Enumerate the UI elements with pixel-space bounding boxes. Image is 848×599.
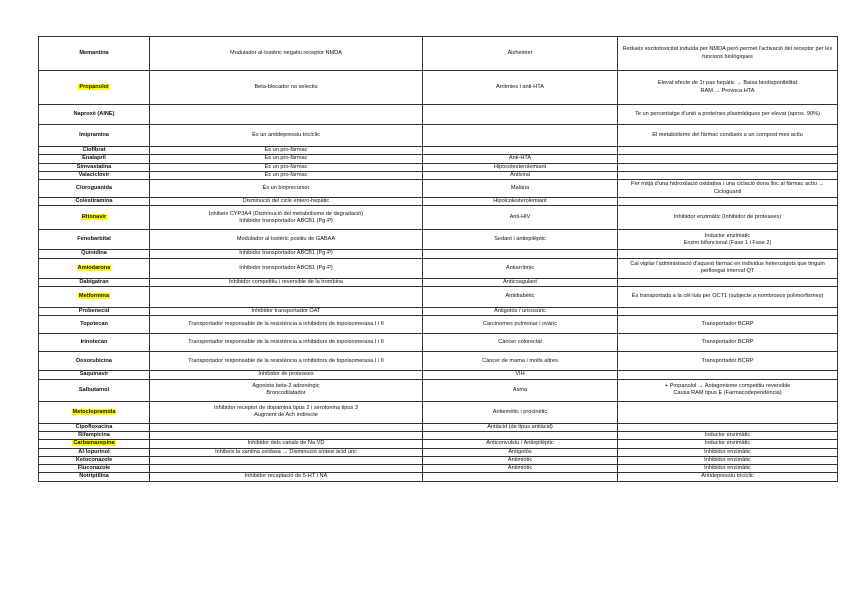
mechanism-cell (150, 71, 423, 105)
indication-text: Antimiòtic (507, 465, 533, 472)
drug-name: Memantina (79, 49, 109, 56)
drug-name: Naproxè (AINE) (73, 110, 115, 117)
mechanism-text: Inhibidor de proteases (258, 371, 314, 378)
notes-text: Inductor enzimàtic (704, 440, 751, 447)
drug-name: Quinidina (81, 250, 107, 257)
indication-text: Antiviral (510, 171, 530, 178)
notes-text: Transportador BCRP (701, 321, 754, 328)
drug-name-cell (39, 125, 150, 147)
table-row (39, 206, 838, 230)
notes-text: Antidepressiu tricíclic (701, 473, 754, 480)
notes-text: Inductor enzimàtic (704, 431, 751, 438)
indication-cell (423, 423, 618, 431)
mechanism-cell (150, 287, 423, 308)
drug-name-cell (39, 352, 150, 371)
drug-name-cell (39, 379, 150, 401)
notes-cell (618, 230, 838, 250)
drug-name: Colestiramina (75, 198, 113, 205)
drug-name-cell (39, 473, 150, 481)
notes-cell (618, 71, 838, 105)
drug-name: Al·lopurinol (78, 448, 110, 455)
indication-cell (423, 352, 618, 371)
indication-cell (423, 371, 618, 379)
notes-text: El metabolisme del fàrmac condueix a un compost mes actiu (652, 131, 803, 138)
notes-cell (618, 163, 838, 171)
drug-name-cell (39, 37, 150, 71)
indication-cell (423, 258, 618, 278)
mechanism-cell (150, 371, 423, 379)
indication-cell (423, 278, 618, 286)
indication-text: Antiarrítmic (505, 264, 535, 271)
mechanism-cell (150, 105, 423, 125)
drug-name-cell (39, 423, 150, 431)
notes-cell (618, 171, 838, 179)
table-row (39, 423, 838, 431)
mechanism-text: És un pro-fàrmac (264, 163, 308, 170)
indication-text: VIH (515, 371, 525, 378)
drug-name: Amiodarona (77, 264, 111, 271)
indication-cell (423, 440, 618, 448)
indication-cell (423, 379, 618, 401)
drug-name: Dabigatran (79, 278, 109, 285)
notes-cell (618, 465, 838, 473)
notes-text: Inductor enzimàtic Enzim bifuncional (Fase 1 i Fase 2) (683, 232, 772, 246)
notes-cell (618, 448, 838, 456)
mechanism-cell (150, 308, 423, 316)
notes-cell (618, 371, 838, 379)
drug-name-cell (39, 171, 150, 179)
drug-name: Metoclopramida (72, 408, 116, 415)
notes-text: Te un percentatge d'unió a proteïnes plasmàtiques per elevat (aprox. 90%) (635, 110, 820, 117)
drug-name-cell (39, 401, 150, 423)
drug-name: Valaciclovir (78, 171, 110, 178)
drug-name: Cloroguanida (75, 185, 113, 192)
drug-name-cell (39, 258, 150, 278)
indication-cell (423, 125, 618, 147)
drug-name-cell (39, 465, 150, 473)
indication-text: Antigotós / uricosúric (494, 308, 546, 315)
mechanism-cell (150, 258, 423, 278)
notes-cell (618, 147, 838, 155)
mechanism-cell (150, 206, 423, 230)
notes-cell (618, 250, 838, 258)
drug-name: Propanolol (79, 83, 109, 90)
mechanism-cell (150, 163, 423, 171)
table-row (39, 147, 838, 155)
drug-name-cell (39, 308, 150, 316)
table-row (39, 465, 838, 473)
indication-cell (423, 37, 618, 71)
mechanism-cell (150, 171, 423, 179)
mechanism-text: Inhibidor transportador ABCB1 (Pg-P) (239, 264, 333, 271)
notes-cell (618, 401, 838, 423)
mechanism-cell (150, 465, 423, 473)
drug-name-cell (39, 198, 150, 206)
notes-cell (618, 287, 838, 308)
notes-text: Elevat efecte de 1r pas hepàtic → Baixa biodisponibilitat RAM → Provoca HTA (657, 80, 798, 94)
drug-name-cell (39, 278, 150, 286)
drug-name-cell (39, 448, 150, 456)
mechanism-text: És un pro-fàrmac (264, 155, 308, 162)
mechanism-text: Agonista beta-2 adrenèrgic Broncodilatador (252, 382, 320, 397)
mechanism-cell (150, 180, 423, 198)
table-row (39, 401, 838, 423)
notes-cell (618, 308, 838, 316)
mechanism-text: És un pro-fàrmac (264, 171, 308, 178)
mechanism-text: És un bioprecursor (262, 185, 310, 192)
mechanism-text: Inhibeix la xantina oxidasa → Disminució síntesi àcid úric (215, 448, 357, 455)
indication-text: Carcinomes pulmonar i ovàric (483, 321, 557, 328)
drug-name: Irinotecan (80, 339, 108, 346)
drug-name: Topotecan (80, 321, 108, 328)
mechanism-text: És un antidepressiu tricíclic (252, 131, 320, 138)
mechanism-text: Inhibeix CYP3A4 (Disminució del metabolisme de degradació) Inhibidor transportador ABCB1 (Pg-P) (208, 210, 364, 224)
mechanism-cell (150, 278, 423, 286)
indication-cell (423, 316, 618, 334)
mechanism-text: Inhibidor transportador OAT (251, 308, 321, 315)
table-row (39, 258, 838, 278)
table-row (39, 230, 838, 250)
mechanism-text: Inhibidor dels canals de Na VD (247, 440, 325, 447)
table-row (39, 456, 838, 464)
table-row (39, 125, 838, 147)
mechanism-text: Modulador al·lostèric negatiu receptor NMDA (230, 49, 342, 56)
notes-cell (618, 456, 838, 464)
drug-name: Enalapril (82, 155, 106, 162)
indication-cell (423, 105, 618, 125)
notes-cell (618, 431, 838, 439)
notes-cell (618, 334, 838, 352)
indication-text: Antimiòtic (507, 456, 533, 463)
notes-text: Cal vigilar l'administració d'aquest fàrmac en individus heterozigots que tinguin perllongat interval QT (630, 260, 825, 275)
drug-name-cell (39, 147, 150, 155)
indication-cell (423, 171, 618, 179)
drug-name-cell (39, 206, 150, 230)
notes-cell (618, 125, 838, 147)
drug-name: Ketoconazole (75, 456, 113, 463)
mechanism-cell (150, 473, 423, 481)
mechanism-text: Transportador responsable de la resistència a inhibidors de topoisomerasa I i II (188, 357, 384, 364)
indication-cell (423, 230, 618, 250)
notes-cell (618, 258, 838, 278)
mechanism-cell (150, 352, 423, 371)
indication-text: Antiàcid (de tipus antiàcid) (487, 423, 553, 430)
indication-cell (423, 250, 618, 258)
drug-name: Rifampicina (78, 431, 110, 438)
table-row (39, 448, 838, 456)
indication-cell (423, 206, 618, 230)
indication-text: Càncer colorectal (498, 339, 542, 346)
drug-name: Cipofloxacina (75, 423, 113, 430)
mechanism-text: Beta-blocador no selectiu (254, 83, 318, 90)
drug-table-body (39, 37, 838, 482)
drug-name-cell (39, 334, 150, 352)
drug-name: Simvastatina (76, 163, 112, 170)
mechanism-cell (150, 198, 423, 206)
drug-name-cell (39, 230, 150, 250)
indication-text: Antidiabètic (505, 293, 535, 300)
mechanism-text: Disminució del cicle entero-hepàtic (242, 198, 330, 205)
drug-name: Notriptilina (79, 473, 109, 480)
notes-text: Inhibidor enzimàtic (704, 456, 751, 463)
table-row (39, 352, 838, 371)
indication-text: Anticoagulant (503, 278, 537, 285)
drug-name-cell (39, 287, 150, 308)
notes-cell (618, 352, 838, 371)
indication-text: Anticonvulsiu / Antiepilèptic (486, 440, 554, 447)
indication-cell (423, 431, 618, 439)
mechanism-cell (150, 37, 423, 71)
mechanism-cell (150, 423, 423, 431)
table-row (39, 308, 838, 316)
mechanism-cell (150, 147, 423, 155)
drug-name-cell (39, 371, 150, 379)
mechanism-text: Transportador responsable de la resistència a inhibidors de topoisomerasa I i II (188, 339, 384, 346)
indication-cell (423, 308, 618, 316)
drug-table (38, 36, 838, 482)
indication-text: Arritmies i anti-HTA (495, 83, 545, 90)
indication-cell (423, 334, 618, 352)
drug-name: Fluconazole (77, 465, 111, 472)
mechanism-cell (150, 230, 423, 250)
drug-name-cell (39, 431, 150, 439)
table-row (39, 71, 838, 105)
table-row (39, 171, 838, 179)
indication-text: Anti-HIV (509, 214, 531, 221)
notes-text: + Propanolol → Antagonisme competitiu reversible Causa RAM tipus E (Farmacodependència) (664, 382, 791, 397)
drug-name-cell (39, 180, 150, 198)
drug-name-cell (39, 440, 150, 448)
indication-text: Asma (512, 386, 528, 393)
indication-text: Hipolcolesterolemiant (493, 198, 547, 205)
table-row (39, 105, 838, 125)
mechanism-cell (150, 440, 423, 448)
indication-cell (423, 401, 618, 423)
indication-cell (423, 180, 618, 198)
notes-cell (618, 105, 838, 125)
indication-cell (423, 163, 618, 171)
drug-name-cell (39, 71, 150, 105)
notes-text: Transportador BCRP (701, 339, 754, 346)
table-row (39, 371, 838, 379)
table-row (39, 334, 838, 352)
notes-text: Transportador BCRP (701, 357, 754, 364)
drug-name: Clofibrat (82, 147, 106, 153)
mechanism-cell (150, 448, 423, 456)
mechanism-cell (150, 456, 423, 464)
table-row (39, 37, 838, 71)
table-row (39, 198, 838, 206)
drug-name-cell (39, 105, 150, 125)
mechanism-text: Inhibidor competitiu i reversible de la trombina (228, 278, 344, 285)
indication-cell (423, 155, 618, 163)
indication-cell (423, 147, 618, 155)
table-row (39, 473, 838, 481)
mechanism-text: Inhibidor receptor de dopamina tipus 2 i serotonina tipus 3 Augment de Ach indirecte (214, 404, 358, 419)
drug-name: Doxorubicina (76, 357, 112, 364)
indication-cell (423, 198, 618, 206)
mechanism-cell (150, 431, 423, 439)
indication-cell (423, 287, 618, 308)
notes-cell (618, 278, 838, 286)
notes-text: Redueix excitotoxicitat induïda per NMDA però permet l'activació del receptor per les funcions biològiques (622, 46, 833, 60)
indication-text: Hipocolesterolemiant (493, 163, 547, 170)
mechanism-cell (150, 401, 423, 423)
drug-name: Fenobarbital (77, 236, 111, 243)
drug-name-cell (39, 316, 150, 334)
notes-cell (618, 37, 838, 71)
drug-name: Metformina (78, 293, 110, 300)
notes-text: És transportada a la cèl·lula per OCT1 (subjecte a nombrosos polimorfismes) (631, 293, 824, 300)
table-row (39, 250, 838, 258)
indication-text: Alzheimer (507, 49, 533, 56)
notes-cell (618, 316, 838, 334)
table-row (39, 155, 838, 163)
mechanism-text: Transportador responsable de la resistència a inhibidors de topoisomerasa I i II (188, 321, 384, 328)
table-row (39, 440, 838, 448)
notes-cell (618, 473, 838, 481)
notes-cell (618, 206, 838, 230)
drug-name-cell (39, 250, 150, 258)
drug-name: Probenecid (78, 308, 110, 315)
mechanism-cell (150, 250, 423, 258)
indication-cell (423, 465, 618, 473)
mechanism-text: Inhibidor recaptació de 5-HT i NA (244, 473, 328, 480)
notes-text: Inhibidor enzimàtic (704, 465, 751, 472)
table-row (39, 163, 838, 171)
indication-text: Antigotós (508, 448, 532, 455)
mechanism-cell (150, 379, 423, 401)
table-row (39, 287, 838, 308)
notes-cell (618, 440, 838, 448)
drug-name: Saquinavir (79, 371, 109, 378)
drug-name-cell (39, 163, 150, 171)
mechanism-cell (150, 155, 423, 163)
indication-cell (423, 456, 618, 464)
indication-text: Sedant i antiepilèptic (494, 236, 546, 243)
indication-cell (423, 473, 618, 481)
table-row (39, 180, 838, 198)
notes-text: Inhibidor enzimàtic (704, 448, 751, 455)
notes-cell (618, 379, 838, 401)
notes-cell (618, 423, 838, 431)
notes-cell (618, 198, 838, 206)
notes-cell (618, 180, 838, 198)
indication-text: Antiemètic i procinètic (492, 408, 548, 415)
drug-name: Salbutamol (78, 386, 110, 393)
mechanism-text: Inhibidor transportador ABCB1 (Pg-P) (239, 250, 333, 257)
drug-name-cell (39, 155, 150, 163)
indication-text: Anti-HTA (508, 155, 532, 162)
notes-text: Inhibidor enzimàtic (Inhibidor de proteases) (673, 214, 782, 221)
table-row (39, 278, 838, 286)
mechanism-text: És un pro-fàrmac (264, 147, 308, 153)
drug-name: Ritonavir (81, 214, 107, 221)
table-row (39, 316, 838, 334)
indication-text: Malària (510, 185, 530, 192)
drug-name: Imipramina (79, 131, 109, 138)
table-row (39, 379, 838, 401)
notes-cell (618, 155, 838, 163)
mechanism-cell (150, 334, 423, 352)
mechanism-cell (150, 316, 423, 334)
drug-name: Carbamazepina (73, 440, 115, 447)
table-row (39, 431, 838, 439)
indication-text: Càncer de mama i molts altres (482, 357, 558, 364)
notes-text: Per mitjà d'una hidroxilació oxidativa i una ciclació dona lloc al fàrmac actiu → Cicloguanil (631, 181, 824, 195)
indication-cell (423, 71, 618, 105)
mechanism-text: Modulador al·lostèric positiu de GABAA (236, 236, 336, 243)
indication-cell (423, 448, 618, 456)
mechanism-cell (150, 125, 423, 147)
drug-name-cell (39, 456, 150, 464)
